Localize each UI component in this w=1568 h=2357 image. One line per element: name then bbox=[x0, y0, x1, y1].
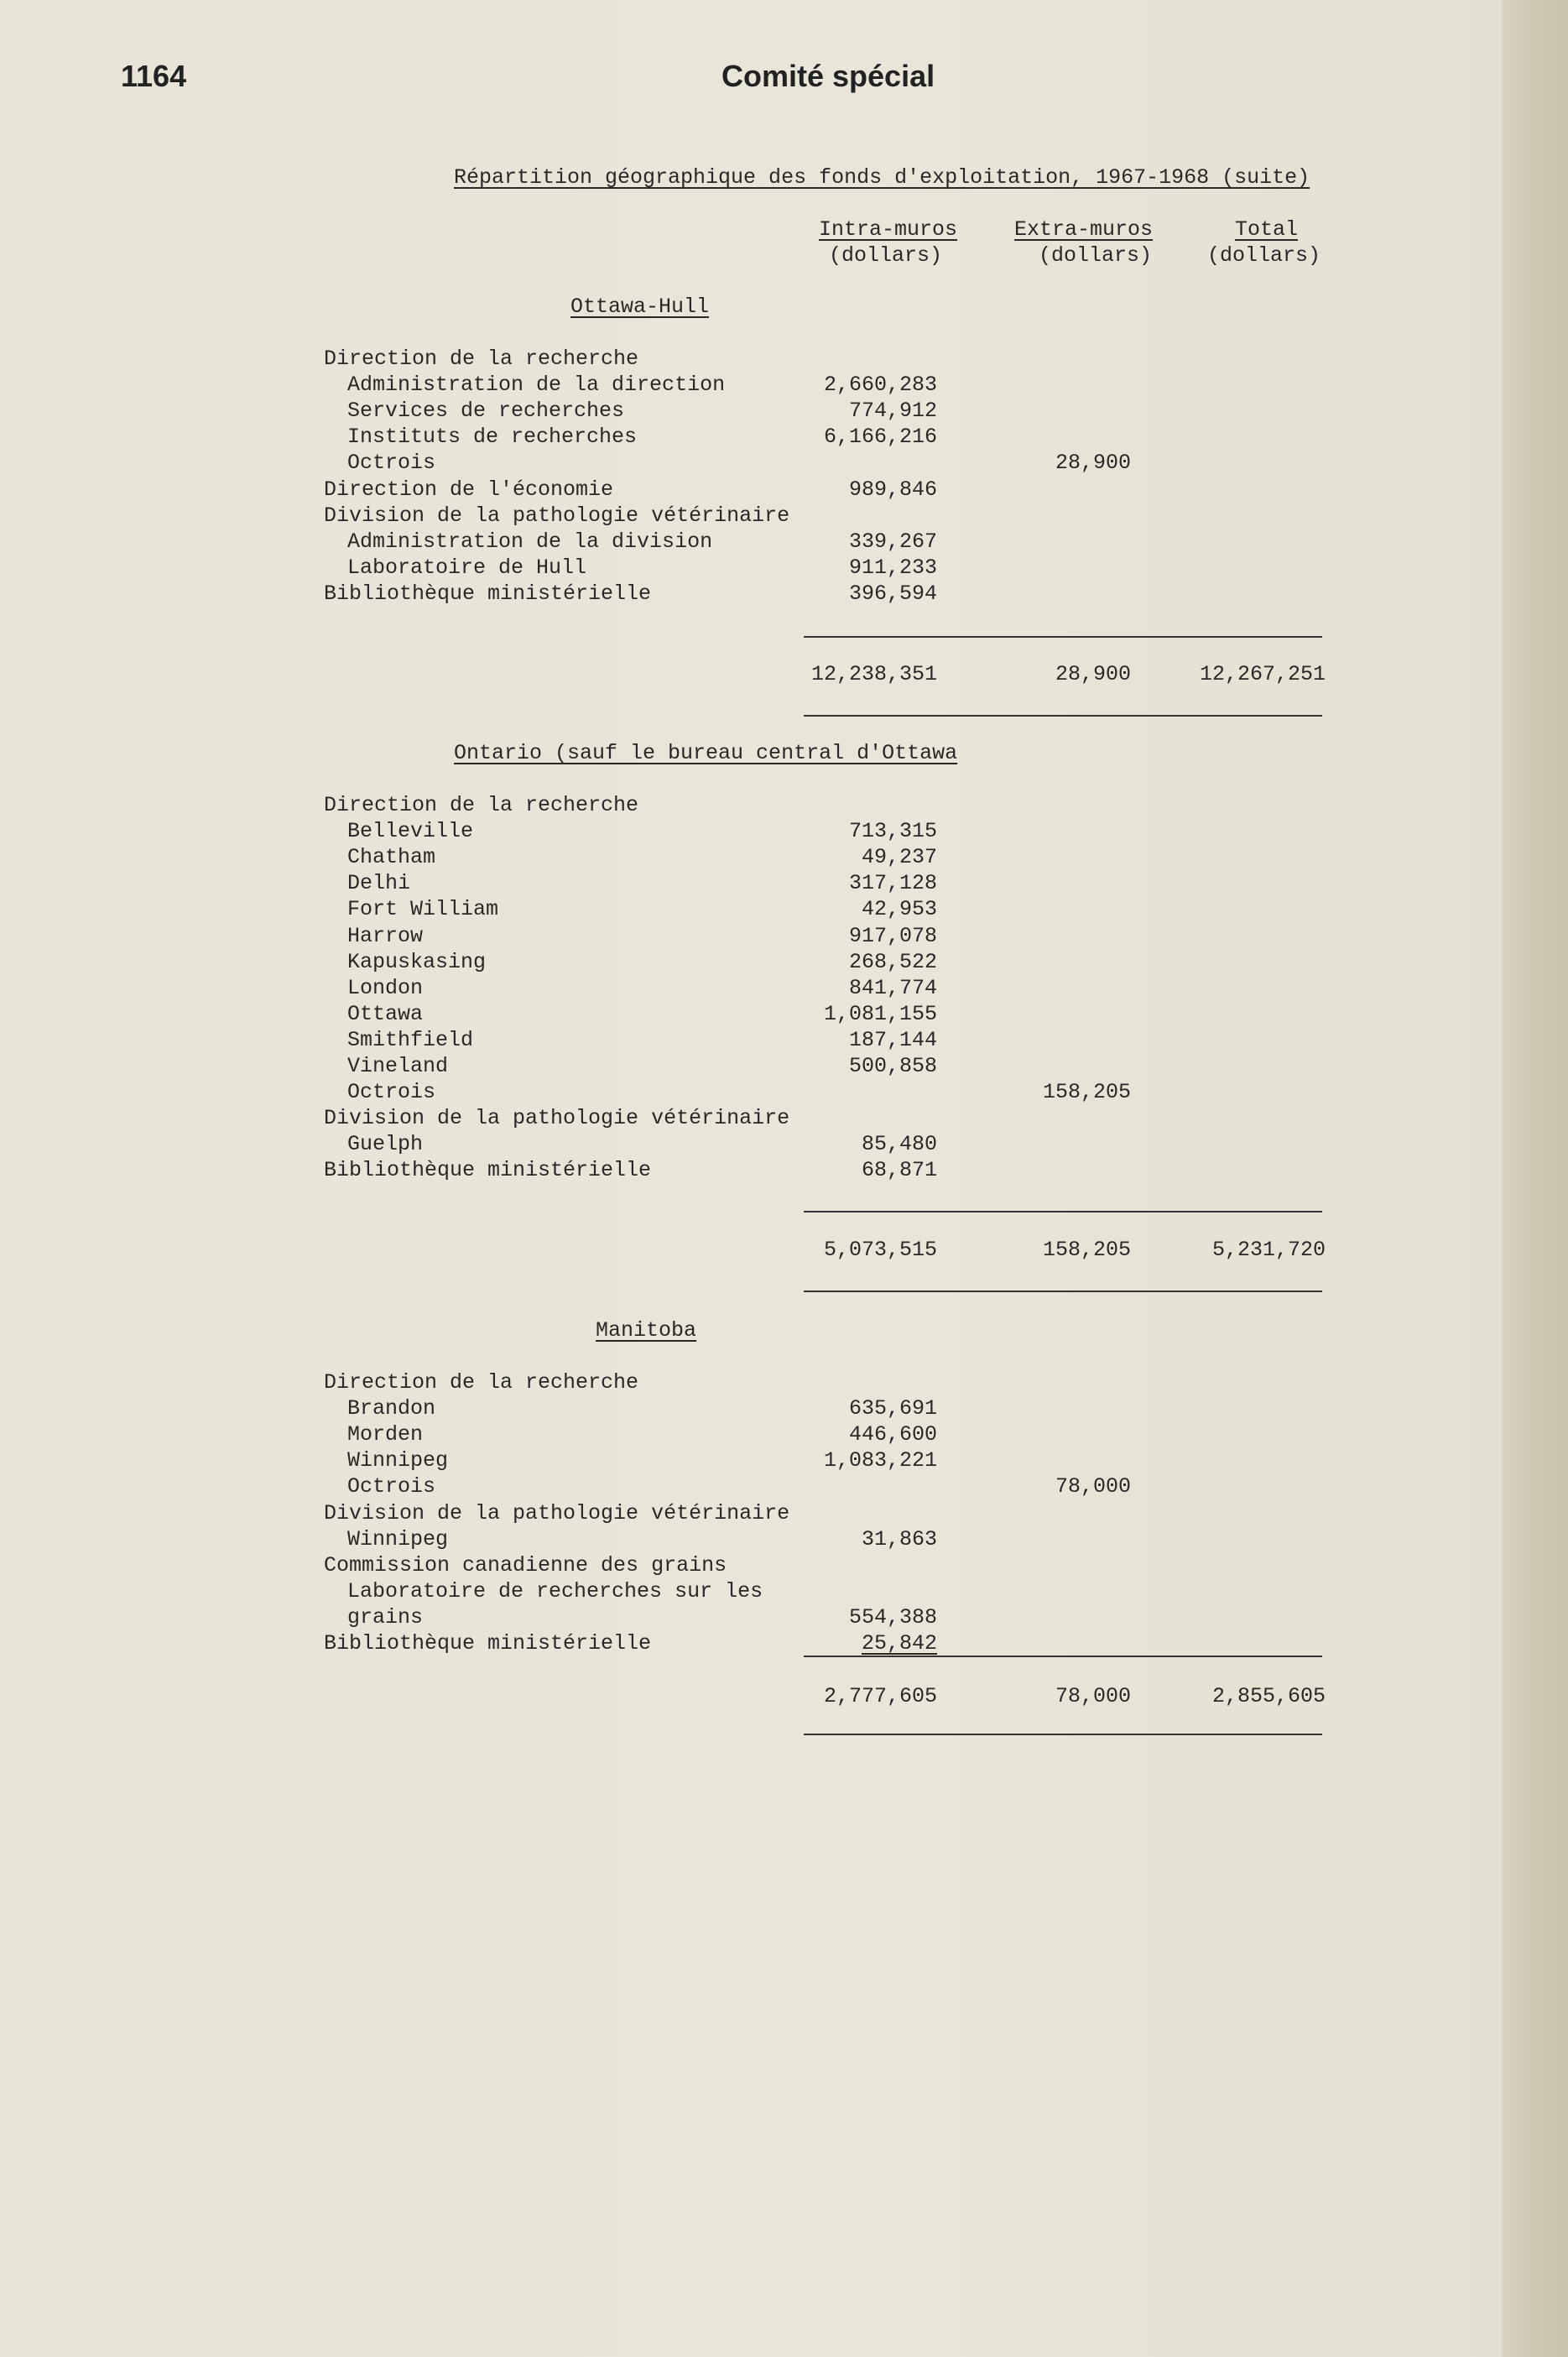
header-total-unit: (dollars) bbox=[1207, 243, 1321, 268]
row-label: Vineland bbox=[347, 1054, 449, 1078]
row-label: Bibliothèque ministérielle bbox=[324, 1631, 652, 1656]
header-extra-unit: (dollars) bbox=[1039, 243, 1153, 268]
subtotal-rule bbox=[804, 636, 1322, 638]
section-end-rule bbox=[804, 1291, 1322, 1292]
row-label: Laboratoire de Hull bbox=[347, 555, 587, 580]
intra-muros-value: 6,166,216 bbox=[823, 425, 937, 450]
row-label: Belleville bbox=[347, 819, 474, 844]
row-label: Direction de la recherche bbox=[324, 793, 639, 817]
row-label: Kapuskasing bbox=[347, 949, 487, 974]
extra-muros-value: 158,205 bbox=[1042, 1080, 1131, 1105]
header-intra: Intra-muros bbox=[819, 217, 958, 242]
row-label: Direction de la recherche bbox=[324, 1370, 639, 1395]
row-label: Winnipeg bbox=[347, 1526, 449, 1551]
intra-muros-value: 911,233 bbox=[848, 555, 937, 580]
section-heading: Manitoba bbox=[596, 1318, 697, 1343]
subtotal-rule bbox=[804, 1656, 1322, 1657]
extra-muros-value: 78,000 bbox=[1055, 1474, 1131, 1499]
row-label: Instituts de recherches bbox=[347, 425, 638, 450]
intra-muros-value: 317,128 bbox=[848, 871, 937, 896]
section-heading: Ontario (sauf le bureau central d'Ottawa bbox=[454, 741, 958, 765]
section-total-total: 5,231,720 bbox=[1211, 1238, 1326, 1262]
section-total-extra: 28,900 bbox=[1055, 662, 1131, 686]
row-label: Smithfield bbox=[347, 1027, 474, 1052]
row-label: Bibliothèque ministérielle bbox=[324, 1158, 652, 1183]
section-end-rule bbox=[804, 715, 1322, 717]
row-label: Guelph bbox=[347, 1132, 424, 1157]
row-label: grains bbox=[347, 1604, 424, 1630]
intra-muros-value: 85,480 bbox=[861, 1132, 937, 1157]
section-total-intra: 12,238,351 bbox=[810, 662, 937, 686]
page-number: 1164 bbox=[121, 59, 187, 93]
row-label: Delhi bbox=[347, 871, 411, 896]
section-total-extra: 158,205 bbox=[1042, 1238, 1131, 1262]
row-label: Direction de la recherche bbox=[324, 347, 639, 371]
row-label: Morden bbox=[347, 1422, 424, 1447]
row-label: Octrois bbox=[347, 1474, 436, 1499]
running-title: Comité spécial bbox=[721, 59, 935, 93]
intra-muros-value: 1,083,221 bbox=[823, 1448, 937, 1473]
row-label: Ottawa bbox=[347, 1001, 424, 1026]
row-label: Brandon bbox=[347, 1396, 436, 1421]
header-extra: Extra-muros bbox=[1014, 217, 1154, 242]
row-label: Winnipeg bbox=[347, 1448, 449, 1473]
intra-muros-value: 635,691 bbox=[848, 1396, 937, 1421]
intra-muros-value: 989,846 bbox=[848, 477, 937, 502]
row-label: London bbox=[347, 975, 424, 1000]
row-label: Bibliothèque ministérielle bbox=[324, 581, 652, 606]
section-total-extra: 78,000 bbox=[1055, 1684, 1131, 1708]
intra-muros-value: 713,315 bbox=[848, 819, 937, 844]
intra-muros-value: 1,081,155 bbox=[823, 1001, 937, 1026]
row-label: Division de la pathologie vétérinaire bbox=[324, 503, 790, 528]
row-label: Fort William bbox=[347, 897, 499, 922]
intra-muros-value: 774,912 bbox=[848, 399, 937, 424]
table-title: Répartition géographique des fonds d'exploitation, 1967-1968 (suite) bbox=[454, 165, 1310, 190]
intra-muros-value: 49,237 bbox=[861, 845, 937, 870]
intra-muros-value: 31,863 bbox=[861, 1526, 937, 1551]
intra-muros-value: 917,078 bbox=[848, 923, 937, 948]
row-label: Division de la pathologie vétérinaire bbox=[324, 1500, 790, 1525]
row-label: Octrois bbox=[347, 451, 436, 476]
intra-muros-value: 841,774 bbox=[848, 975, 937, 1000]
row-label: Services de recherches bbox=[347, 399, 625, 424]
section-total-total: 2,855,605 bbox=[1211, 1684, 1326, 1708]
page-edge-shadow bbox=[1502, 0, 1568, 2357]
intra-muros-value: 554,388 bbox=[848, 1604, 937, 1630]
row-label: Laboratoire de recherches sur les bbox=[347, 1578, 763, 1603]
intra-muros-value: 187,144 bbox=[848, 1027, 937, 1052]
row-label: Commission canadienne des grains bbox=[324, 1552, 727, 1577]
intra-muros-value: 500,858 bbox=[848, 1054, 937, 1078]
row-label: Direction de l'économie bbox=[324, 477, 614, 502]
intra-muros-value: 446,600 bbox=[848, 1422, 937, 1447]
intra-muros-value: 396,594 bbox=[848, 581, 937, 606]
intra-muros-value: 42,953 bbox=[861, 897, 937, 922]
row-label: Division de la pathologie vétérinaire bbox=[324, 1106, 790, 1131]
section-total-intra: 2,777,605 bbox=[823, 1684, 937, 1708]
header-total: Total bbox=[1235, 217, 1299, 242]
section-heading: Ottawa-Hull bbox=[570, 295, 710, 319]
section-total-intra: 5,073,515 bbox=[823, 1238, 937, 1262]
subtotal-rule bbox=[804, 1211, 1322, 1212]
section-end-rule bbox=[804, 1734, 1322, 1735]
intra-muros-value: 68,871 bbox=[861, 1158, 937, 1183]
intra-muros-value: 268,522 bbox=[848, 949, 937, 974]
row-label: Administration de la direction bbox=[347, 373, 726, 398]
intra-muros-value: 2,660,283 bbox=[823, 373, 937, 398]
row-label: Chatham bbox=[347, 845, 436, 870]
row-label: Octrois bbox=[347, 1080, 436, 1105]
intra-muros-value: 339,267 bbox=[848, 529, 937, 554]
intra-muros-value: 25,842 bbox=[861, 1631, 937, 1656]
section-total-total: 12,267,251 bbox=[1199, 662, 1326, 686]
header-intra-unit: (dollars) bbox=[829, 243, 943, 268]
extra-muros-value: 28,900 bbox=[1055, 451, 1131, 476]
row-label: Harrow bbox=[347, 923, 424, 948]
row-label: Administration de la division bbox=[347, 529, 713, 554]
